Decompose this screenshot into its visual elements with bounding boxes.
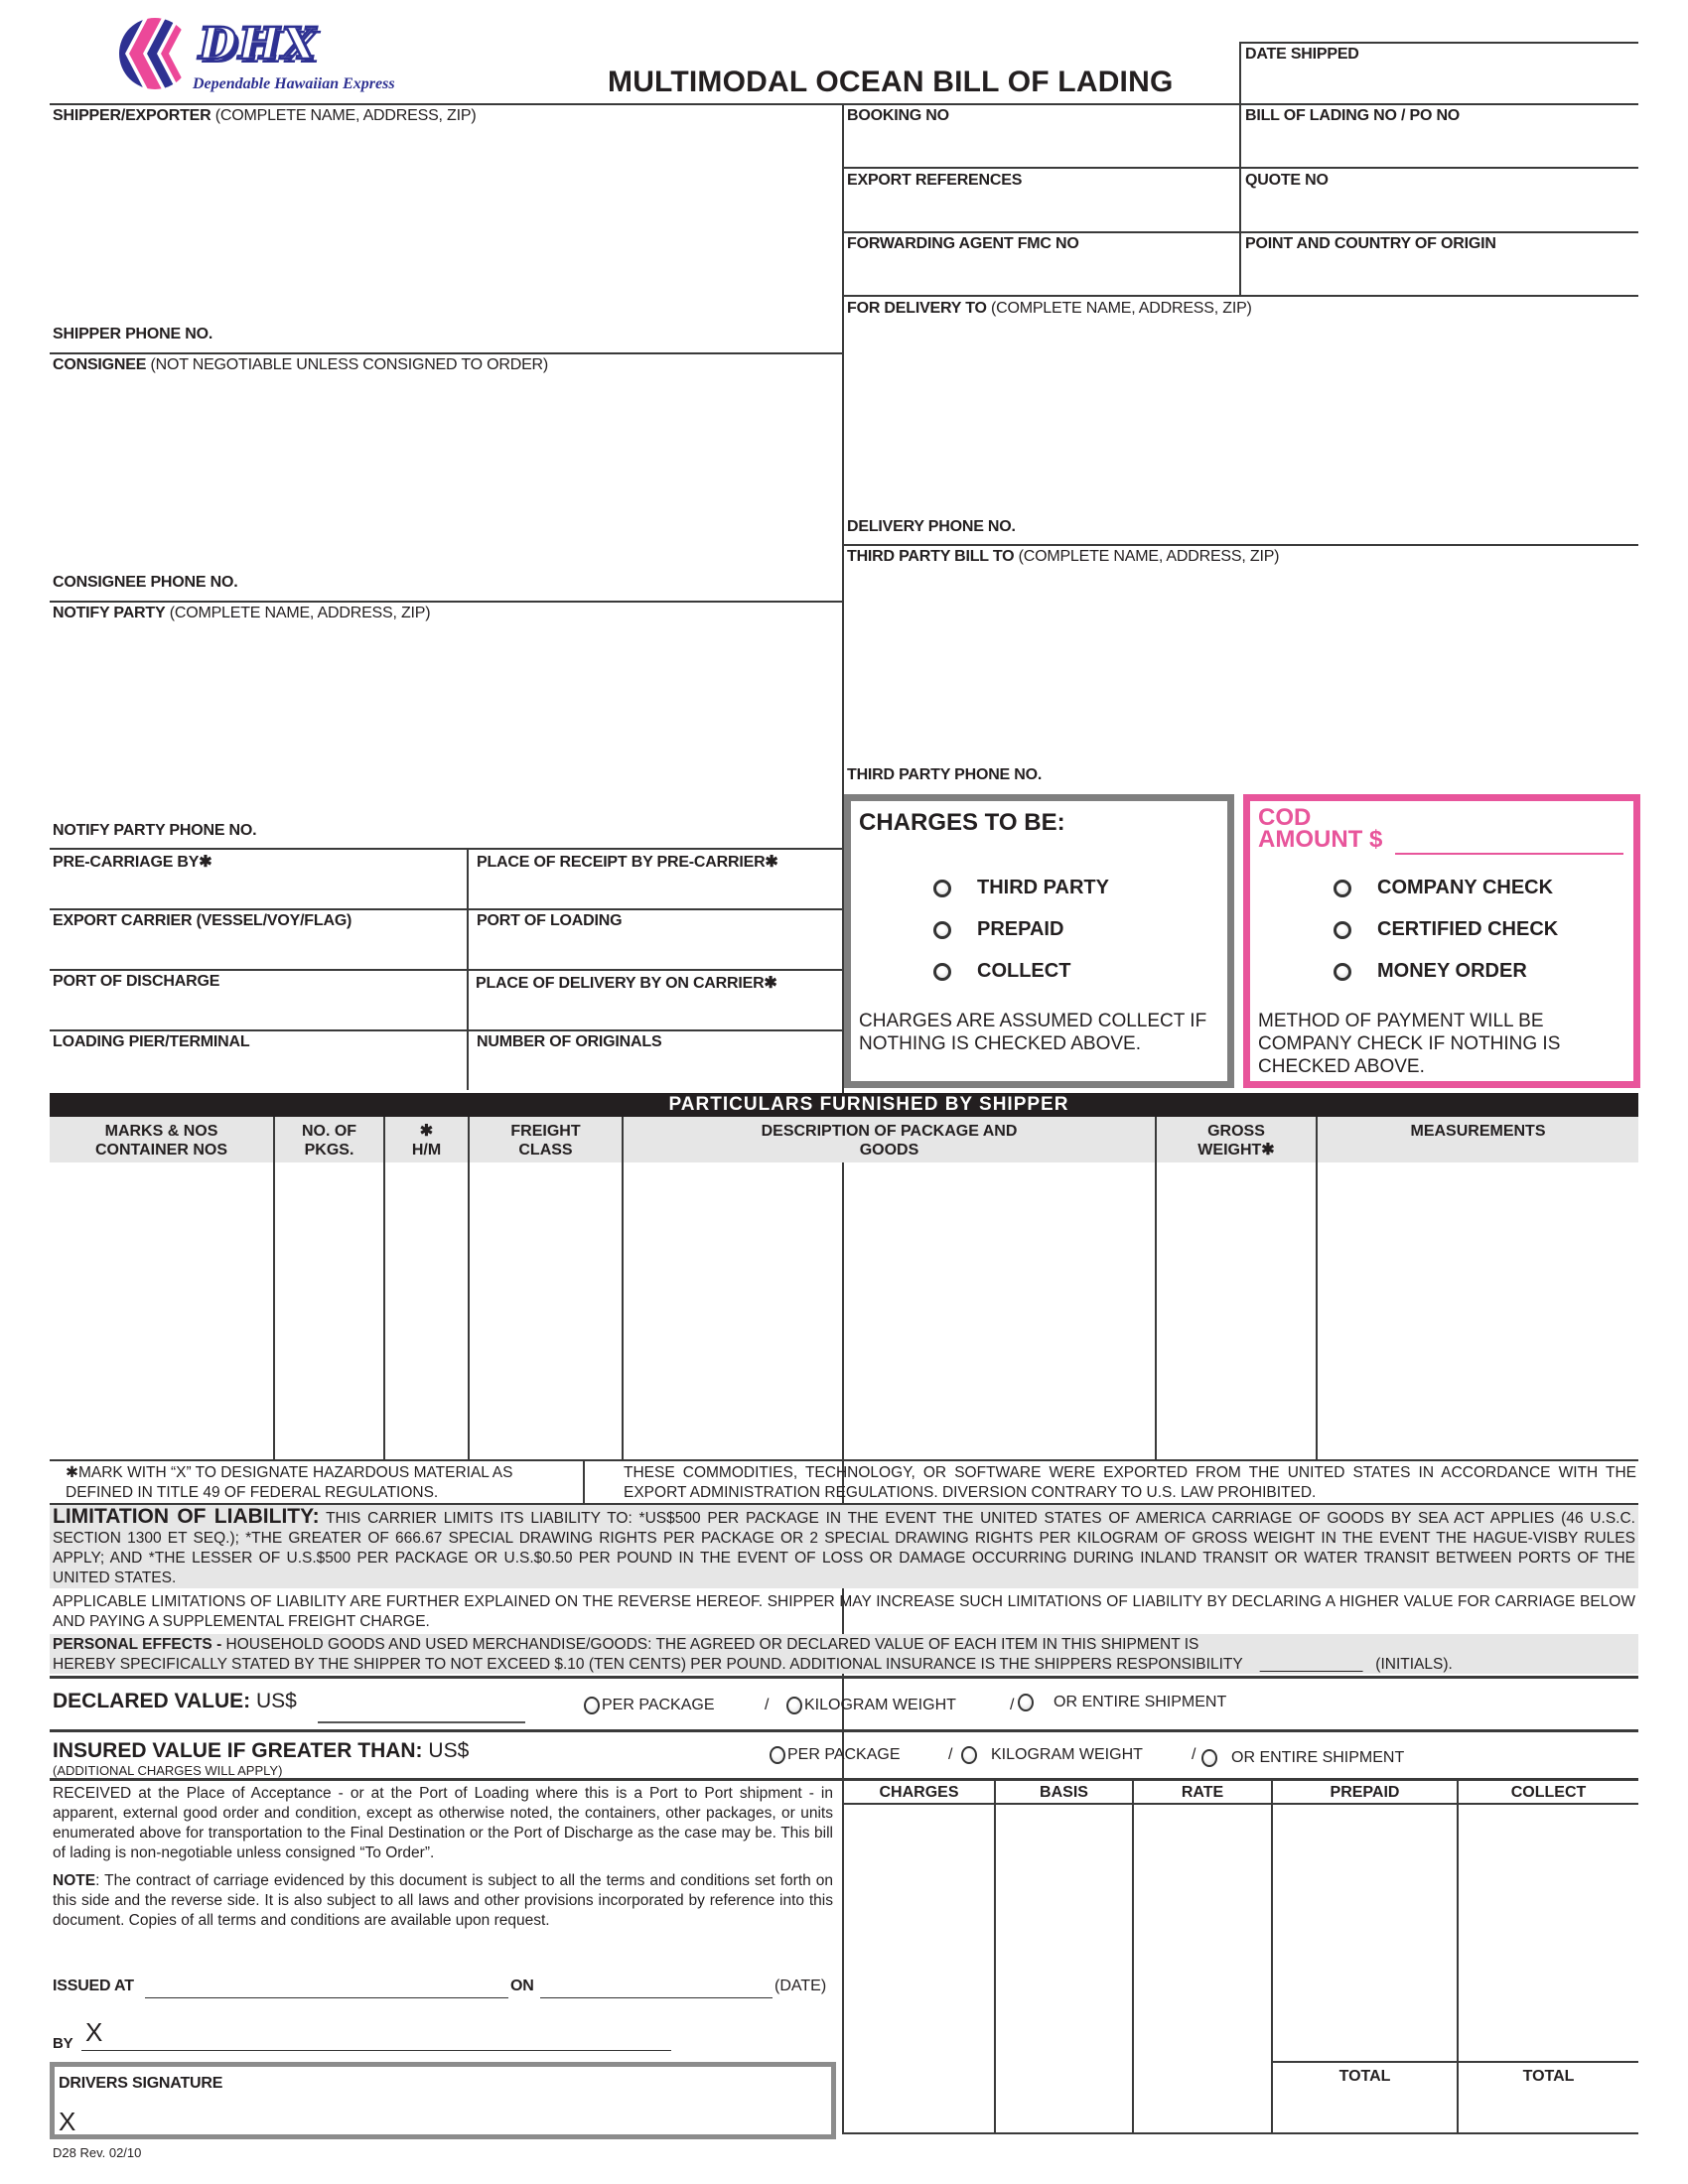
declared-value-input[interactable] [318,1694,525,1723]
measurements-input[interactable] [1321,1167,1638,1457]
dhx-logo [117,16,395,95]
insured-entire-shipment[interactable]: OR ENTIRE SHIPMENT [1201,1749,1404,1767]
liability-notice: LIMITATION OF LIABILITY: THIS CARRIER LIMITS ITS LIABILITY TO: *US$500 PER PACKAGE IN THE EVENT THE UNITED STATES OF AMERICA CARRIAGE OF GOODS BY SEA ACT APPLIES (46 U.S.C. SECTION 1300 ET SEQ.); *THE GREATER OF 666.67 SPECIAL DRAWING RIGHTS PER PACKAGE OR 2 SPECIAL DRAWING RIGHTS PER KILOGRAM OF GROSS WEIGHT IN THE EVENT THE HAGUE-VISBY RULES APPLY; AND *THE LESSER OF U.S.$500 PER PACKAGE OR U.S.$0.50 PER POUND IN THE EVENT OF LOSS OR DAMAGE OCCURRING DURING INLAND TRANSIT OR WATER TRANSIT BETWEEN PORTS OF THE UNITED STATES. [53,1505,1635,1586]
drivers-mark: X [59,2107,76,2136]
prepaid-input[interactable] [1276,1809,1457,2059]
note-terms: NOTE: The contract of carriage evidenced by this document is subject to all the terms and conditions set forth on this side and the reverse side. It is also subject to all laws and other provisions incorporated by reference into this document. Copies of all terms and conditions are available upon request. [53,1872,833,1929]
radio-icon[interactable] [933,880,951,897]
radio-icon[interactable] [1018,1694,1034,1711]
declared-entire-shipment[interactable]: OR ENTIRE SHIPMENT [1018,1694,1226,1711]
issued-at-label: ISSUED AT [53,1978,134,1994]
booking-no-label: BOOKING NO [847,107,949,124]
col-gross-weight: GROSS WEIGHT✱ [1197,1123,1275,1159]
basis-input[interactable] [999,1809,1132,2130]
cod-box [1243,794,1640,1088]
place-delivery-input[interactable] [477,997,838,1026]
notify-party-label: NOTIFY PARTY (COMPLETE NAME, ADDRESS, ZIP) [53,605,431,621]
bill-of-lading-no-input[interactable] [1245,129,1636,165]
consignee-input[interactable] [53,380,841,573]
number-originals-input[interactable] [477,1057,838,1087]
charges-col-charges: CHARGES [879,1784,959,1801]
personal-effects-notice: PERSONAL EFFECTS - HOUSEHOLD GOODS AND USED MERCHANDISE/GOODS: THE AGREED OR DECLARED VALUE OF EACH ITEM IN THIS SHIPMENT IS HEREBY SPECIFICALLY STATED BY THE SHIPPER TO NOT EXCEED $.10 (TEN CENTS) PER POUND. ADDITIONAL INSURANCE IS THE SHIPPERS RESPONSIBILITY ____________ (INITIALS). [53,1636,1453,1673]
marks-input[interactable] [54,1167,272,1457]
charges-option-prepaid[interactable]: PREPAID [933,918,1063,941]
issued-at-input[interactable] [145,1974,508,1998]
place-receipt-label: PLACE OF RECEIPT BY PRE-CARRIER✱ [477,854,778,871]
shipper-label: SHIPPER/EXPORTER (COMPLETE NAME, ADDRESS, ZIP) [53,107,477,124]
cod-title: COD AMOUNT $ [1258,804,1383,853]
charges-to-be-title: CHARGES TO BE: [859,809,1065,836]
shipper-phone-input[interactable] [218,324,818,347]
date-shipped-label: DATE SHIPPED [1245,46,1359,63]
radio-icon[interactable] [584,1697,600,1714]
page-title: MULTIMODAL OCEAN BILL OF LADING [608,66,1174,98]
cod-option-company-check[interactable]: COMPANY CHECK [1334,877,1553,899]
radio-icon[interactable] [770,1746,785,1764]
shipper-phone-label: SHIPPER PHONE NO. [53,326,213,342]
quote-no-input[interactable] [1245,194,1636,229]
delivery-phone-label: DELIVERY PHONE NO. [847,518,1016,535]
delivery-label: FOR DELIVERY TO (COMPLETE NAME, ADDRESS, ZIP) [847,300,1252,317]
place-delivery-label: PLACE OF DELIVERY BY ON CARRIER✱ [476,975,777,992]
third-party-phone-label: THIRD PARTY PHONE NO. [847,766,1043,783]
col-measurements: MEASUREMENTS [1410,1123,1546,1140]
radio-icon[interactable] [933,963,951,981]
initials-input[interactable] [1355,1652,1469,1674]
charges-col-rate: RATE [1181,1784,1224,1801]
hazmat-notice: ✱MARK WITH “X” TO DESIGNATE HAZARDOUS MATERIAL AS DEFINED IN TITLE 49 OF FEDERAL REGULATIONS. [66,1464,513,1501]
collect-input[interactable] [1462,1809,1638,2059]
insured-kilogram-weight[interactable]: KILOGRAM WEIGHT [961,1746,1143,1764]
radio-icon[interactable] [786,1697,802,1714]
bill-of-lading-no-label: BILL OF LADING NO / PO NO [1245,107,1461,124]
port-discharge-label: PORT OF DISCHARGE [53,973,220,990]
export-carrier-input[interactable] [53,936,464,966]
col-description: DESCRIPTION OF PACKAGE AND GOODS [761,1123,1018,1159]
point-origin-label: POINT AND COUNTRY OF ORIGIN [1245,235,1496,252]
radio-icon[interactable] [1334,880,1351,897]
port-discharge-input[interactable] [53,997,464,1026]
pkgs-input[interactable] [278,1167,383,1457]
charges-input[interactable] [847,1809,993,2130]
consignee-label: CONSIGNEE (NOT NEGOTIABLE UNLESS CONSIGNED TO ORDER) [53,356,549,373]
col-freight-class: FREIGHT CLASS [510,1123,581,1159]
export-references-input[interactable] [847,194,1238,229]
total-collect-input[interactable] [1462,2091,1638,2128]
drivers-signature-box [50,2062,836,2139]
charges-col-prepaid: PREPAID [1330,1784,1400,1801]
insured-value-sub: (ADDITIONAL CHARGES WILL APPLY) [53,1763,283,1778]
charges-col-basis: BASIS [1040,1784,1088,1801]
export-references-label: EXPORT REFERENCES [847,172,1023,189]
col-marks: MARKS & NOS CONTAINER NOS [94,1123,228,1159]
col-pkgs: NO. OF PKGS. [301,1123,357,1159]
point-origin-input[interactable] [1245,257,1636,293]
third-party-phone-input[interactable] [1062,764,1632,788]
total-collect-label: TOTAL [1522,2068,1575,2085]
number-originals-label: NUMBER OF ORIGINALS [477,1033,662,1050]
description-input[interactable] [627,1167,1155,1457]
consignee-phone-input[interactable] [258,572,818,596]
notify-party-phone-label: NOTIFY PARTY PHONE NO. [53,822,257,839]
cod-amount-input[interactable] [1395,825,1623,855]
freight-class-input[interactable] [473,1167,622,1457]
forwarding-agent-label: FORWARDING AGENT FMC NO [847,235,1079,252]
charges-option-third-party[interactable]: THIRD PARTY [933,877,1109,899]
issued-by-signature[interactable] [81,2025,671,2051]
place-receipt-input[interactable] [477,876,838,905]
insured-value-label: INSURED VALUE IF GREATER THAN: US$ [53,1739,470,1762]
declared-per-package[interactable]: PER PACKAGE [584,1697,715,1714]
third-party-input[interactable] [847,572,1635,764]
cod-option-certified-check[interactable]: CERTIFIED CHECK [1334,918,1558,941]
delivery-phone-input[interactable] [1043,516,1632,540]
loading-pier-label: LOADING PIER/TERMINAL [53,1033,250,1050]
hm-input[interactable] [388,1167,468,1457]
declared-value-label: DECLARED VALUE: US$ [53,1690,297,1712]
loading-pier-input[interactable] [53,1057,464,1087]
gross-weight-input[interactable] [1160,1167,1316,1457]
consignee-phone-label: CONSIGNEE PHONE NO. [53,574,238,591]
pre-carriage-input[interactable] [53,876,464,905]
col-hm: ✱ H/M [411,1123,442,1159]
notify-party-input[interactable] [53,628,841,821]
pre-carriage-label: PRE-CARRIAGE BY✱ [53,854,212,871]
charges-option-collect[interactable]: COLLECT [933,960,1070,983]
dhx-chevron-icon [117,16,197,95]
delivery-input[interactable] [847,324,1635,516]
by-label: BY [53,2035,73,2052]
radio-icon[interactable] [933,921,951,939]
total-prepaid-input[interactable] [1276,2091,1457,2128]
total-prepaid-label: TOTAL [1338,2068,1391,2085]
form-revision: D28 Rev. 02/10 [53,2145,142,2160]
port-loading-input[interactable] [477,936,838,966]
cod-note: METHOD OF PAYMENT WILL BE COMPANY CHECK IF NOTHING IS CHECKED ABOVE. [1258,1011,1561,1077]
by-mark: X [85,2017,103,2047]
declared-kilogram-weight[interactable]: KILOGRAM WEIGHT [786,1697,956,1714]
radio-icon[interactable] [1334,921,1351,939]
drivers-signature-label: DRIVERS SIGNATURE [59,2075,223,2092]
date-label: (DATE) [774,1978,827,1994]
issued-on-input[interactable] [540,1974,773,1998]
received-terms: RECEIVED at the Place of Acceptance - or at the Port of Loading where this is a Port to Port shipment - in apparent, external good order and condition, except as otherwise noted, the containers, other packages, or units enumerated above for transportation to the Final Destination or the Port of Discharge as the case may be. This bill of lading is non-negotiable unless consigned “To Order”. [53,1785,833,1861]
booking-no-input[interactable] [847,129,1238,165]
radio-icon[interactable] [1334,963,1351,981]
rate-input[interactable] [1137,1809,1270,2130]
insured-per-package[interactable]: PER PACKAGE [770,1746,901,1764]
particulars-banner: PARTICULARS FURNISHED BY SHIPPER [50,1093,1638,1117]
charges-col-collect: COLLECT [1510,1784,1587,1801]
dhx-tagline: Dependable Hawaiian Express [193,75,395,92]
cod-option-money-order[interactable]: MONEY ORDER [1334,960,1527,983]
shipper-input[interactable] [53,131,841,324]
charges-to-be-box [844,794,1234,1088]
radio-icon[interactable] [1201,1749,1217,1767]
export-notice: THESE COMMODITIES, TECHNOLOGY, OR SOFTWARE WERE EXPORTED FROM THE UNITED STATES IN ACCORDANCE WITH THE EXPORT ADMINISTRATION REGULATIONS. DIVERSION CONTRARY TO U.S. LAW PROHIBITED. [624,1464,1636,1501]
port-loading-label: PORT OF LOADING [477,912,623,929]
export-carrier-label: EXPORT CARRIER (VESSEL/VOY/FLAG) [53,912,352,929]
charges-note: CHARGES ARE ASSUMED COLLECT IF NOTHING IS CHECKED ABOVE. [859,1011,1207,1054]
dhx-wordmark: DHX [199,19,318,69]
notify-party-phone-input[interactable] [278,820,818,844]
applicable-notice: APPLICABLE LIMITATIONS OF LIABILITY ARE FURTHER EXPLAINED ON THE REVERSE HEREOF. SHIPPER MAY INCREASE SUCH LIMITATIONS OF LIABILITY BY DECLARING A HIGHER VALUE FOR CARRIAGE BELOW AND PAYING A SUPPLEMENTAL FREIGHT CHARGE. [53,1593,1635,1630]
on-label: ON [510,1978,534,1994]
forwarding-agent-input[interactable] [847,257,1238,293]
drivers-signature-input[interactable] [82,2105,821,2134]
radio-icon[interactable] [961,1746,977,1764]
quote-no-label: QUOTE NO [1245,172,1329,189]
date-shipped-input[interactable] [1245,68,1636,99]
third-party-label: THIRD PARTY BILL TO (COMPLETE NAME, ADDRESS, ZIP) [847,548,1280,565]
